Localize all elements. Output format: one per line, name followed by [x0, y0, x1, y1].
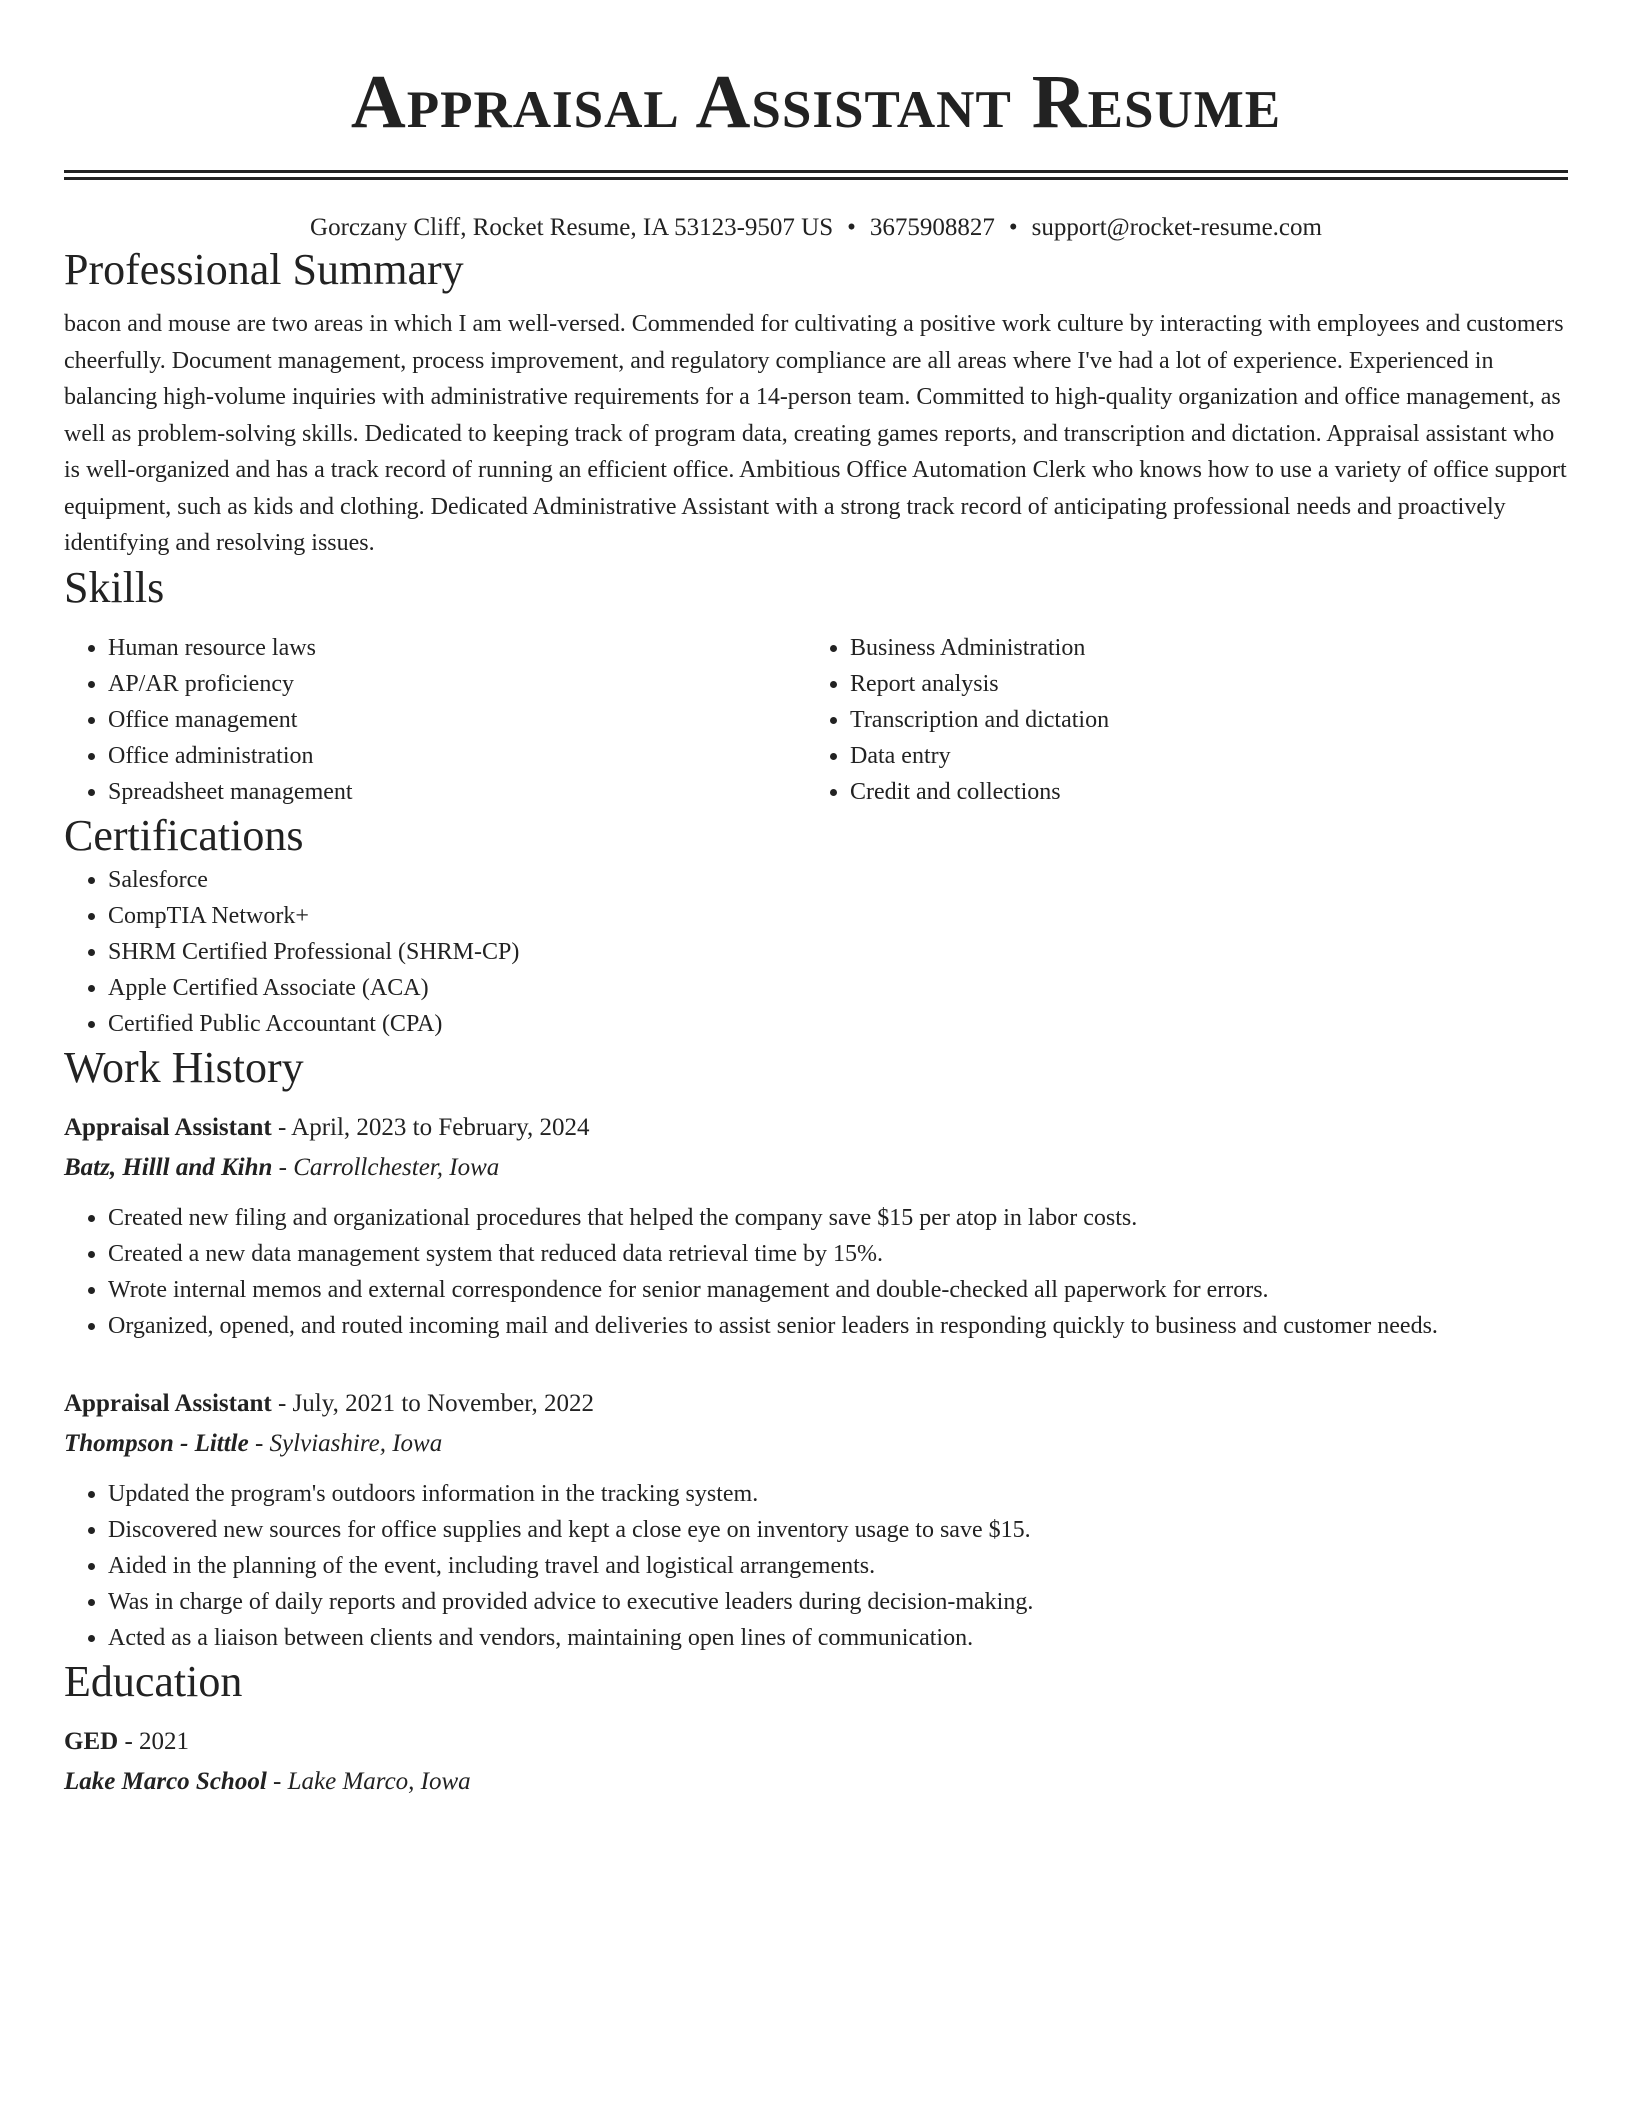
job-title: Appraisal Assistant	[64, 1113, 272, 1141]
skills-column-left	[64, 630, 806, 810]
skill-item: • Office administration	[108, 738, 806, 774]
job-bullet: • Created a new data management system that reduced data retrieval time by 15%.	[108, 1236, 1568, 1272]
education-school: Lake Marco School	[64, 1767, 267, 1795]
job-company-line	[64, 1148, 1568, 1188]
skill-item: • Business Administration	[850, 630, 1548, 666]
job-company: Batz, Hilll and Kihn	[64, 1153, 273, 1181]
skills-heading: Skills	[64, 562, 165, 612]
certifications-list	[64, 862, 1568, 1042]
work-history-heading: Work History	[64, 1042, 304, 1092]
contact-email: support@rocket-resume.com	[1031, 214, 1322, 241]
contact-separator: •	[1008, 214, 1018, 241]
skills-list-right	[806, 630, 1548, 810]
summary-text: bacon and mouse are two areas in which I am well-versed. Commended for cultivating a positive work culture by interacting with employees and customers cheerfully. Document management, process improvement, and regulatory compliance are all areas where I've had a lot of experience. Experienced in balancing high-volume inquiries with administrative requirements for a 14-person team. Committed to high-quality organization and office management, as well as problem-solving skills. Dedicated to keeping track of program data, creating games reports, and transcription and dictation. Appraisal assistant who is well-organized and has a track record of running an efficient office. Ambitious Office Automation Clerk who knows how to use a variety of office support equipment, such as kids and clothing. Dedicated Administrative Assistant with a strong track record of anticipating professional needs and proactively identifying and resolving issues.	[64, 311, 1567, 556]
certification-item: • Salesforce	[108, 862, 1568, 898]
education-location: - Lake Marco, Iowa	[273, 1767, 471, 1795]
job-bullet: • Created new filing and organizational procedures that helped the company save $15 per atop in labor costs.	[108, 1200, 1568, 1236]
education-entry	[64, 1722, 1568, 1802]
skill-item: • AP/AR proficiency	[108, 666, 806, 702]
job-location: - Carrollchester, Iowa	[278, 1153, 500, 1181]
contact-phone: 3675908827	[869, 214, 995, 241]
education-year: - 2021	[124, 1727, 190, 1755]
job-bullet: • Aided in the planning of the event, including travel and logistical arrangements.	[108, 1548, 1568, 1584]
skill-item: • Human resource laws	[108, 630, 806, 666]
education-degree-line	[64, 1722, 1568, 1762]
skill-item: • Credit and collections	[850, 774, 1548, 810]
job-title-line	[64, 1384, 1568, 1424]
job-entry	[64, 1108, 1568, 1344]
skill-item: • Spreadsheet management	[108, 774, 806, 810]
skill-item: • Office management	[108, 702, 806, 738]
job-bullet: • Updated the program's outdoors information in the tracking system.	[108, 1476, 1568, 1512]
certification-item: • SHRM Certified Professional (SHRM-CP)	[108, 934, 1568, 970]
job-dates: - July, 2021 to November, 2022	[277, 1389, 595, 1417]
education-heading: Education	[64, 1656, 243, 1706]
education-degree: GED	[64, 1727, 119, 1755]
contact-address: Gorczany Cliff, Rocket Resume, IA 53123-9507 US	[310, 214, 834, 241]
job-title: Appraisal Assistant	[64, 1389, 272, 1417]
job-bullet: • Was in charge of daily reports and provided advice to executive leaders during decision-making.	[108, 1584, 1568, 1620]
job-bullets	[64, 1200, 1568, 1344]
job-location: - Sylviashire, Iowa	[254, 1429, 443, 1457]
job-bullet: • Organized, opened, and routed incoming mail and deliveries to assist senior leaders in responding quickly to business and customer needs.	[108, 1308, 1568, 1344]
job-dates: - April, 2023 to February, 2024	[277, 1113, 590, 1141]
education-school-line	[64, 1762, 1568, 1802]
contact-separator: •	[847, 214, 856, 241]
skill-item: • Transcription and dictation	[850, 702, 1548, 738]
page-title: Appraisal Assistant Resume	[350, 60, 1282, 144]
job-bullet: • Acted as a liaison between clients and vendors, maintaining open lines of communication.	[108, 1620, 1568, 1656]
job-company: Thompson - Little	[64, 1429, 249, 1457]
summary-heading: Professional Summary	[64, 245, 464, 294]
job-bullets	[64, 1476, 1568, 1656]
title-divider	[64, 170, 1568, 180]
certification-item: • CompTIA Network+	[108, 898, 1568, 934]
skill-item: • Report analysis	[850, 666, 1548, 702]
job-entry	[64, 1384, 1568, 1656]
certifications-heading: Certifications	[64, 810, 304, 860]
job-company-line	[64, 1424, 1568, 1464]
skills-column-right	[806, 630, 1548, 810]
skills-grid	[64, 630, 1568, 810]
skill-item: • Data entry	[850, 738, 1548, 774]
skills-list-left	[64, 630, 806, 810]
job-bullet: • Discovered new sources for office supplies and kept a close eye on inventory usage to save $15.	[108, 1512, 1568, 1548]
job-title-line	[64, 1108, 1568, 1148]
certification-item: • Apple Certified Associate (ACA)	[108, 970, 1568, 1006]
contact-line	[64, 212, 1568, 244]
job-bullet: • Wrote internal memos and external correspondence for senior management and double-checked all paperwork for errors.	[108, 1272, 1568, 1308]
certification-item: • Certified Public Accountant (CPA)	[108, 1006, 1568, 1042]
